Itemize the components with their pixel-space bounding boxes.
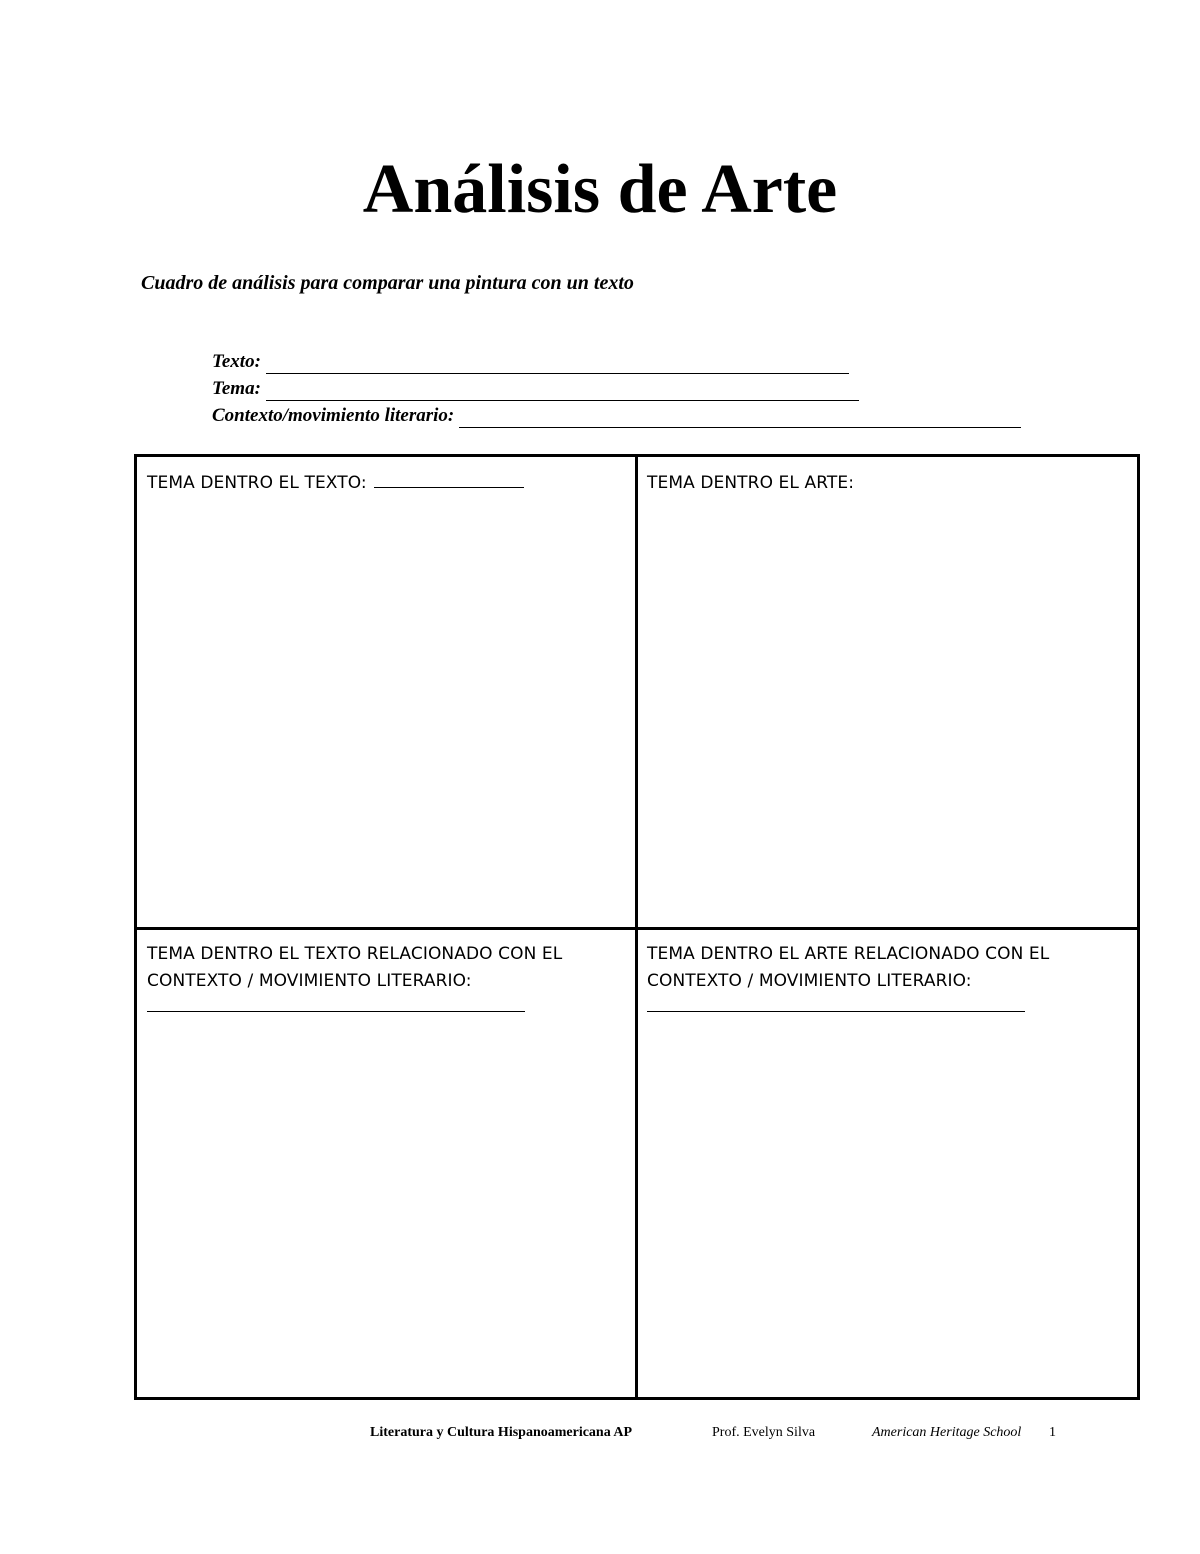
cell-bottom-left[interactable] [147,941,627,1012]
analysis-grid [134,454,1140,1400]
contexto-label: Contexto/movimiento literario: [212,405,455,426]
texto-blank-line[interactable] [266,355,849,374]
cell-top-right[interactable] [647,470,1127,497]
texto-field [212,350,849,374]
cell-bottom-left-label: TEMA DENTRO EL TEXTO RELACIONADO CON EL CONTEXTO / MOVIMIENTO LITERARIO: [147,944,563,991]
cell-top-left-label: TEMA DENTRO EL TEXTO: [147,473,367,493]
footer-teacher: Prof. Evelyn Silva [712,1425,816,1440]
footer-course: Literatura y Cultura Hispanoamericana AP [370,1425,633,1440]
footer-school: American Heritage School [872,1425,1022,1440]
cell-top-left[interactable] [147,470,627,497]
contexto-blank-line[interactable] [459,409,1021,428]
cell-top-right-label: TEMA DENTRO EL ARTE: [647,473,855,493]
texto-label: Texto: [212,351,261,372]
cell-top-left-blank-line [374,471,524,488]
cell-bottom-left-blank-line [147,995,525,1012]
tema-label: Tema: [212,378,261,399]
cell-bottom-right-blank-line [647,995,1025,1012]
grid-horizontal-divider [137,927,1137,930]
cell-bottom-right[interactable] [647,941,1127,1012]
page-title: Análisis de Arte [362,151,838,228]
contexto-field [212,404,1021,428]
page-subtitle: Cuadro de análisis para comparar una pintura con un texto [141,272,634,294]
tema-blank-line[interactable] [266,382,859,401]
tema-field [212,377,859,401]
cell-bottom-right-label: TEMA DENTRO EL ARTE RELACIONADO CON EL CONTEXTO / MOVIMIENTO LITERARIO: [647,944,1050,991]
footer-page-number: 1 [1049,1425,1056,1440]
